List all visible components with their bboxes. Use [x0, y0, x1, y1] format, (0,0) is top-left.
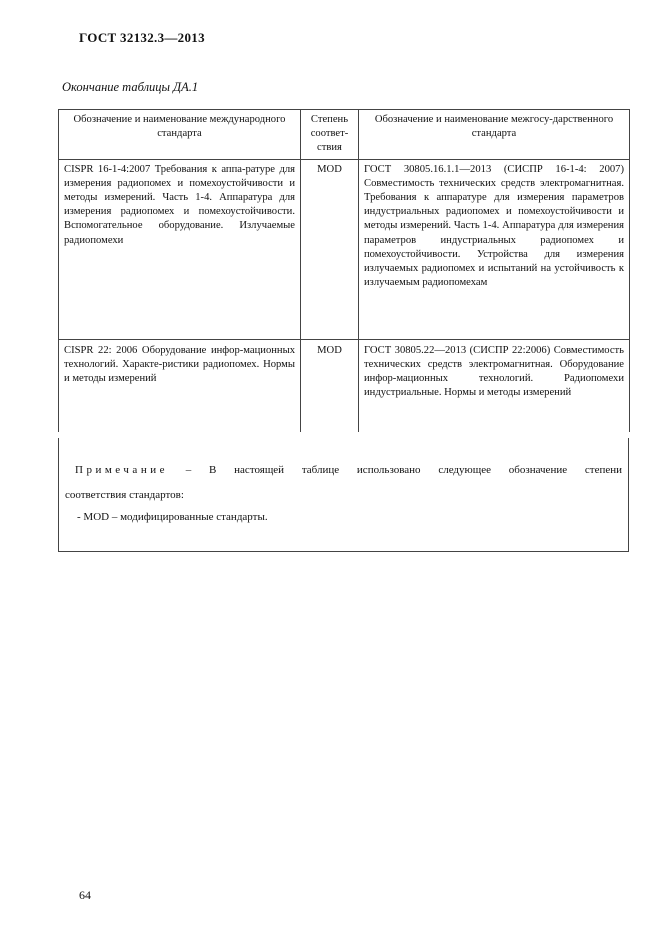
note-text-continuation: соответствия стандартов: [65, 489, 184, 501]
table-row [59, 159, 630, 339]
cell-interstate-standard: ГОСТ 30805.16.1.1—2013 (СИСПР 16-1-4: 2007) Совместимость технических средств электромагнитная. Требования к аппаратуре для измерения параметров индустриальных радиопомех и помехоустойчивости и методы измерений. Часть 1-4. Аппаратура для измерения параметров индустриальных радиопомех и помехоустойчивости. Устройства для измерения излучаемых радиопомех и испытаний на устойчивость к излучаемым радиопомехам [359, 159, 630, 339]
cell-international-standard: CISPR 16-1-4:2007 Требования к аппа-ратуре для измерения радиопомех и помехоустойчивости и методы измерений. Часть 1-4. Аппаратура для измерения радиопомех и помехоустойчивости. Вспомогательное оборудование. Излучаемые радиопомехи [59, 159, 301, 339]
header-degree-of-correspondence: Степень соответ-ствия [301, 110, 359, 160]
document-header: ГОСТ 32132.3—2013 [79, 30, 205, 45]
note-list-item: - MOD – модифицированные стандарты. [77, 511, 268, 523]
note-text: – В настоящей таблице использовано следующее обозначение степени [185, 464, 622, 476]
note-first-line [75, 463, 622, 477]
cell-international-standard: CISPR 22: 2006 Оборудование инфор-мационных технологий. Характе-ристики радиопомех. Нормы и методы измерений [59, 339, 301, 432]
table-caption: Окончание таблицы ДА.1 [62, 80, 199, 94]
header-interstate-standard: Обозначение и наименование межгосу-дарственного стандарта [359, 110, 630, 160]
cell-degree: MOD [301, 339, 359, 432]
note-box [58, 438, 629, 552]
standards-table [58, 109, 630, 432]
note-title: Примечание [75, 464, 168, 476]
header-international-standard: Обозначение и наименование международного стандарта [59, 110, 301, 160]
table-header-row [59, 110, 630, 160]
page-number: 64 [79, 888, 91, 902]
cell-degree: MOD [301, 159, 359, 339]
cell-interstate-standard: ГОСТ 30805.22—2013 (СИСПР 22:2006) Совместимость технических средств электромагнитная. Оборудование инфор-мационных технологий. Радиопомехи индустриальные. Нормы и методы измерений [359, 339, 630, 432]
table-row [59, 339, 630, 432]
